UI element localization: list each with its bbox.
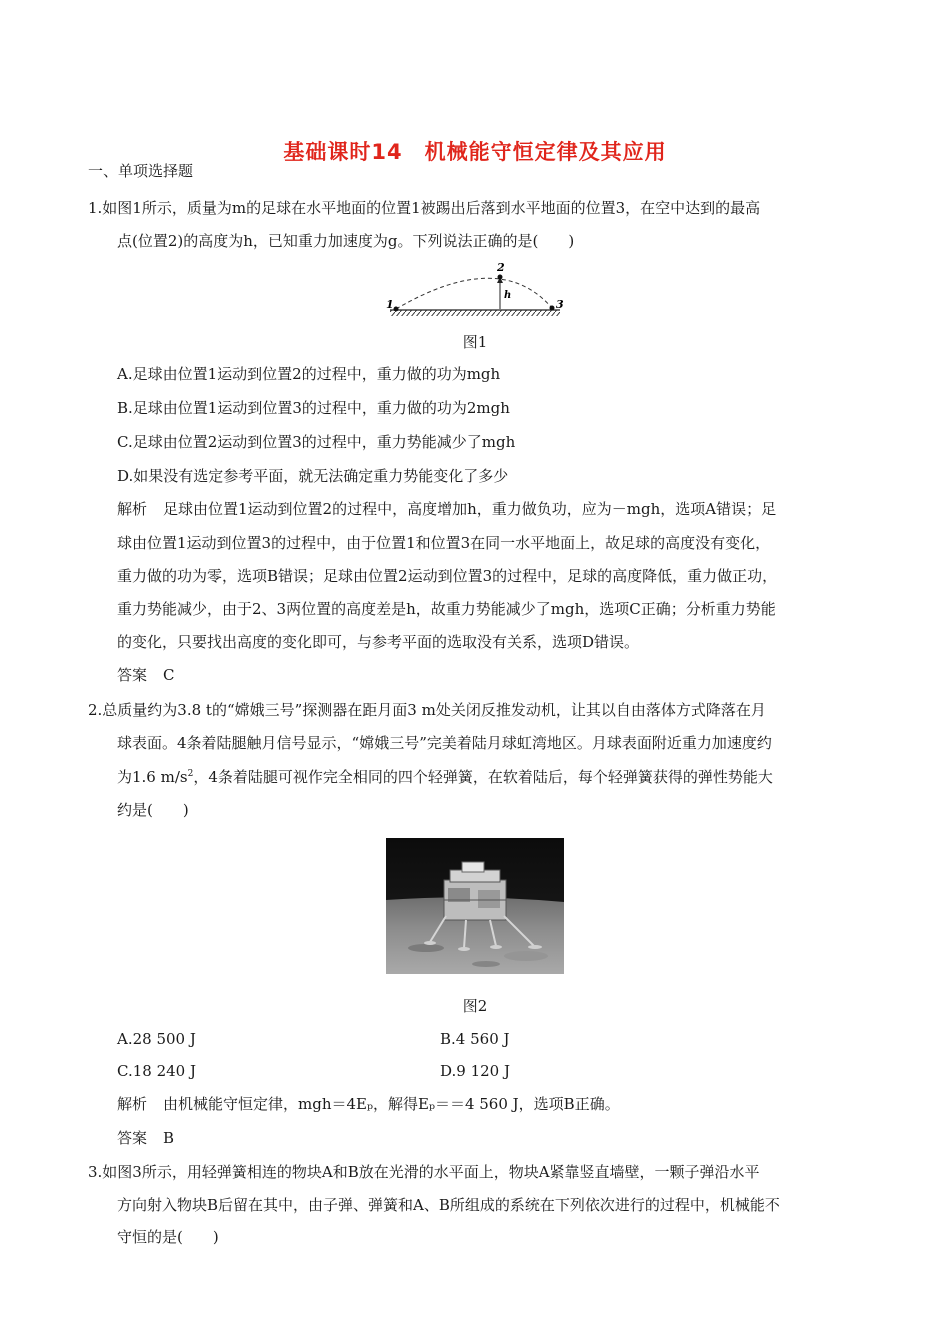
q1-option-a: A.足球由位置1运动到位置2的过程中，重力做的功为mgh	[117, 365, 501, 383]
trajectory-path	[396, 278, 552, 309]
q3-stem-line2: 方向射入物块B后留在其中，由子弹、弹簧和A、B所组成的系统在下列依次进行的过程中，机械能不	[117, 1196, 780, 1214]
q2-stem-line2: 球表面。4条着陆腿触月信号显示，“嫦娥三号”完美着陆月球虹湾地区。月球表面附近重力加速度约	[117, 734, 772, 752]
q2-answer-label: 答案	[117, 1129, 148, 1147]
position-3-dot	[550, 306, 555, 311]
figure-1-caption: 图1	[462, 333, 488, 351]
q2-option-a: A.28 500 J	[117, 1030, 196, 1048]
position-2-dot	[498, 275, 503, 280]
q1-analysis-text1: 足球由位置1运动到位置2的过程中，高度增加h，重力做负功，应为－mgh，选项A错误；足	[163, 500, 777, 518]
label-2: 2	[497, 261, 505, 274]
q1-analysis-label: 解析	[117, 500, 148, 518]
q1-answer-value: C	[163, 666, 175, 684]
q3-stem-line3: 守恒的是( )	[117, 1228, 219, 1246]
q1-analysis-line4: 重力势能减少，由于2、3两位置的高度差是h，故重力势能减少了mgh，选项C正确；分析重力势能	[117, 600, 776, 618]
figure-2-caption: 图2	[462, 997, 488, 1015]
q2-stem-line1: 2.总质量约为3.8 t的“嫦娥三号”探测器在距月面3 m处关闭反推发动机，让其以自由落体方式降落在月	[88, 701, 766, 719]
figure-2-lander-photo	[386, 838, 564, 974]
q1-stem-line1: 1.如图1所示，质量为m的足球在水平地面的位置1被踢出后落到水平地面的位置3，在空中达到的最高	[88, 199, 761, 217]
page-title: 基础课时14 机械能守恒定律及其应用	[283, 140, 667, 164]
q2-answer	[117, 1128, 174, 1148]
lander-body	[444, 862, 506, 920]
q1-answer-label: 答案	[117, 666, 148, 684]
q1-analysis-line2: 球由位置1运动到位置3的过程中，由于位置1和位置3在同一水平地面上，故足球的高度没有变化，	[117, 534, 771, 552]
q2-answer-value: B	[163, 1129, 175, 1147]
q2-stem-line3-rest: ，4条着陆腿可视作完全相同的四个轻弹簧，在软着陆后，每个轻弹簧获得的弹性势能大	[193, 768, 773, 786]
q3-stem-line1: 3.如图3所示，用轻弹簧相连的物块A和B放在光滑的水平面上，物块A紧靠竖直墙壁，一颗子弹沿水平	[88, 1163, 760, 1181]
q2-stem-line4: 约是( )	[117, 801, 189, 819]
label-3: 3	[556, 298, 564, 311]
section-heading: 一、单项选择题	[88, 162, 194, 180]
label-h: h	[504, 290, 512, 301]
q2-option-d: D.9 120 J	[440, 1062, 510, 1080]
q1-answer	[117, 665, 175, 685]
q1-analysis-line3: 重力做的功为零，选项B错误；足球由位置2运动到位置3的过程中，足球的高度降低，重力做正功，	[117, 567, 778, 585]
q2-accel-value: 为1.6 m/s	[117, 768, 188, 786]
q1-analysis-line5: 的变化，只要找出高度的变化即可，与参考平面的选取没有关系，选项D错误。	[117, 633, 640, 651]
label-1: 1	[386, 298, 394, 311]
ground-hatch	[390, 310, 560, 316]
position-1-dot	[394, 307, 399, 312]
q2-stem-line3	[117, 767, 773, 787]
q2-analysis-label: 解析	[117, 1095, 148, 1113]
q1-stem-line2: 点(位置2)的高度为h，已知重力加速度为g。下列说法正确的是( )	[117, 232, 575, 250]
q1-option-d: D.如果没有选定参考平面，就无法确定重力势能变化了多少	[117, 467, 509, 485]
q2-option-c: C.18 240 J	[117, 1062, 196, 1080]
q2-analysis-text: 由机械能守恒定律，mgh＝4Eₚ，解得Eₚ＝＝4 560 J，选项B正确。	[163, 1095, 620, 1113]
q2-option-b: B.4 560 J	[440, 1030, 510, 1048]
q2-analysis	[117, 1094, 620, 1114]
q2-accel-exponent: 2	[187, 769, 194, 779]
figure-1-diagram	[380, 258, 570, 318]
q1-analysis-line1	[117, 499, 776, 519]
q1-option-c: C.足球由位置2运动到位置3的过程中，重力势能减少了mgh	[117, 433, 516, 451]
q1-option-b: B.足球由位置1运动到位置3的过程中，重力做的功为2mgh	[117, 399, 510, 417]
